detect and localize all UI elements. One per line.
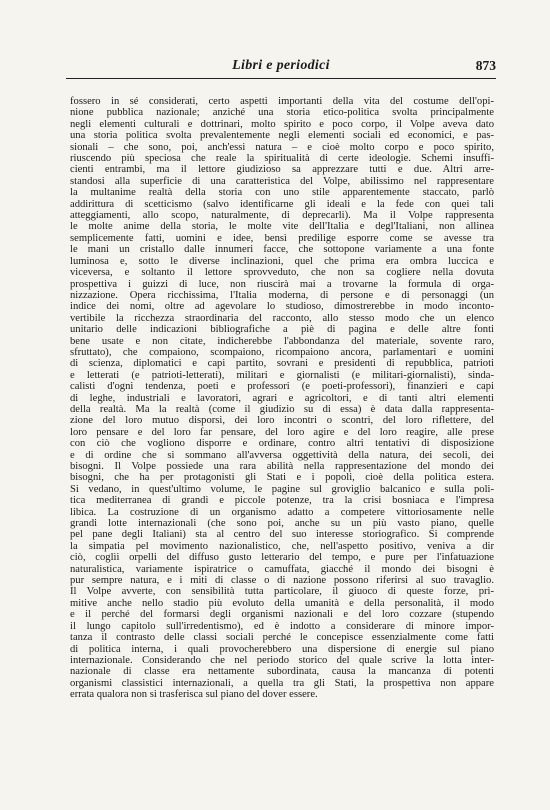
text-line: di politica interna, i quali provocherebbero una dispersione di energie sul piano <box>70 643 494 655</box>
text-line: vertibile la ricchezza straordinaria del racconto, allo stesso modo che un elenco <box>70 312 494 324</box>
text-line: la multanime realtà della storia con uno stile apparentemente staccato, parlò <box>70 187 494 199</box>
text-line: fossero in sé considerati, certo aspetti importanti della vita del costume dell'opi- <box>70 96 494 107</box>
text-line: pel pane degli Italiani) sta al centro del suo interesse storiografico. Si comprende <box>70 529 494 541</box>
text-line: il lungo capitolo sull'irredentismo), ed è indotto a considerare di minore impor- <box>70 620 494 632</box>
text-line: atteggiamenti, allo scopo, naturalmente, di deprecarli). Ma il Volpe rappresenta <box>70 210 494 222</box>
text-line: Il Volpe avverte, con sensibilità tutta particolare, il giuoco di queste forze, pri- <box>70 586 494 598</box>
text-line: e letterati (e patrioti-letterati), militari e giornalisti (e militari-giornalisti), sinda- <box>70 369 494 381</box>
running-title: Libri e periodici <box>232 58 330 73</box>
text-line: semplicemente fatti, uomini e idee, bensì predilige esporre come se avesse tra <box>70 232 494 244</box>
text-line: internazionale. Considerando che nel periodo storico del quale scrive la lotta inter- <box>70 654 494 666</box>
text-line: e di ordine che si sommano all'avversa oggettività della natura, dei secoli, dei <box>70 449 494 461</box>
text-line: nazionale di classe era nettamente subordinata, causa la mancanza di potenti <box>70 666 494 678</box>
text-line: sfruttato), che compaiono, scompaiono, ricompaiono ancora, parlamentari e uomini <box>70 346 494 358</box>
text-line: sionali – che sono, poi, anch'essi natura – e cioè molto corpo e poco spirito, <box>70 141 494 153</box>
text-line: prospettiva i guizzi di luce, non riuscirà mai a trovarne la formula di orga- <box>70 278 494 290</box>
text-line: nizzazione. Opera ricchissima, l'Italia moderna, di persone e di personaggi (un <box>70 289 494 301</box>
text-line: le mani un cristallo dalle innumeri facce, che sottopone variamente a una fonte <box>70 244 494 256</box>
text-line: calisti d'ogni tendenza, poeti e professori (e poeti-professori), finanzieri e capi <box>70 381 494 393</box>
text-line: organismi classistici internazionali, a quella tra gli Stati, la prospettiva non appare <box>70 677 494 689</box>
text-line: tica mediterranea di grandi e piccole potenze, tra la crisi bosniaca e l'impresa <box>70 495 494 507</box>
text-line: negli elementi culturali e dottrinari, molto spirito e poco corpo, il Volpe aveva dato <box>70 118 494 130</box>
text-line: nione pubblica nazionale; anziché una storia etico-politica svolta principalmente <box>70 107 494 119</box>
text-line: errata qualora non si trasferisca sul piano del dover essere. <box>70 689 318 701</box>
text-line: le molte anime della storia, le molte vite dell'Italia e degl'Italiani, non allinea <box>70 221 494 233</box>
text-line: bene usate e non citate, indicherebbe l'abbondanza del materiale, sovente raro, <box>70 335 494 347</box>
text-line: mitive anche nello stadio più evoluto della umanità e della personalità, il modo <box>70 597 494 609</box>
text-line: della realtà. Ma la realtà (come il giudizio su di essa) è data dalla rappresenta- <box>70 403 494 415</box>
page-header <box>66 58 496 79</box>
text-line: luminosa e, sotto le diverse inclinazioni, quel che prima era ombra luccica e <box>70 255 494 267</box>
text-line: pur sempre natura, e i miti di classe o di nazione possono riferirsi al suo travaglio. <box>70 575 494 587</box>
text-line: libica. La costruzione di un organismo adatto a competere vittoriosamente nelle <box>70 506 494 518</box>
text-line: unitario delle indicazioni bibliografiche a piè di pagina e delle altre fonti <box>70 324 494 336</box>
text-line: zione del loro mutuo disporsi, dei loro incontri o scontri, del loro riflettere, del <box>70 415 494 427</box>
text-line: grandi lotte internazionali (che sono poi, anche su un più vasto piano, quelle <box>70 518 494 530</box>
text-line: standosi alla superficie di una caratteristica del Volpe, abilissimo nel rappresentare <box>70 175 494 187</box>
text-line: e il perché del formarsi degli organismi nazionali e del loro cozzare (stupendo <box>70 609 494 621</box>
text-line: di leghe, industriali e lavoratori, agrari e agricoltori, e di tanti altri elementi <box>70 392 494 404</box>
body-paragraph <box>70 96 494 701</box>
text-line: Si vedano, in quest'ultimo volume, le pagine sul groviglio balcanico e sulla poli- <box>70 483 494 495</box>
text-line: tanza il contrasto delle classi sociali perché le concepisce essenzialmente come fatti <box>70 632 494 644</box>
text-line: bisogni. Il Volpe possiede una rara abilità nella rappresentazione del mondo dei <box>70 461 494 472</box>
text-line: bisogni, che ha per protagonisti gli Stati e i popoli, cioè della politica estera. <box>70 472 494 484</box>
text-line: viceversa, e soltanto il lettore sprovveduto, che non sa cogliere nella dovuta <box>70 267 494 279</box>
text-line: riuscendo più speciosa che reale la spiritualità di certe ideologie. Schemi insuffi- <box>70 153 494 165</box>
text-line: loro pensare e del loro far pensare, del loro agire e del loro reagire, alle prese <box>70 426 494 438</box>
page-number: 873 <box>475 58 496 73</box>
text-line: indice dei nomi, oltre ad agevolare lo studioso, dimostrerebbe in modo inconto- <box>70 301 494 313</box>
text-line: ciò, coglìi orpelli del diffuso gusto letterario del tempo, e pure per l'infatuazione <box>70 552 494 564</box>
text-line: addirittura di scetticismo (salvo identificarne gli ideali e la fede con quei tali <box>70 198 494 210</box>
text-line: la simpatia pel movimento nazionalistico, che, nell'aspetto positivo, veniva a dir <box>70 540 494 552</box>
text-line: di scienza, diplomatici e capi partito, sovrani e presidenti di repubblica, patrioti <box>70 358 494 370</box>
text-line: naturalistica, variamente ispiratrice o camuffata, giacché il mondo dei bisogni è <box>70 563 494 575</box>
text-line: una storia politica svolta prevalentemente negli elementi sociali ed economici, e pas- <box>70 130 494 142</box>
text-line: con ciò che vogliono disporre e ordinare, contro altri tentativi di disposizione <box>70 438 494 450</box>
text-line: cienti entrambi, ma il lettore giudizioso sa apprezzare tutti e due. Altri arre- <box>70 164 494 176</box>
